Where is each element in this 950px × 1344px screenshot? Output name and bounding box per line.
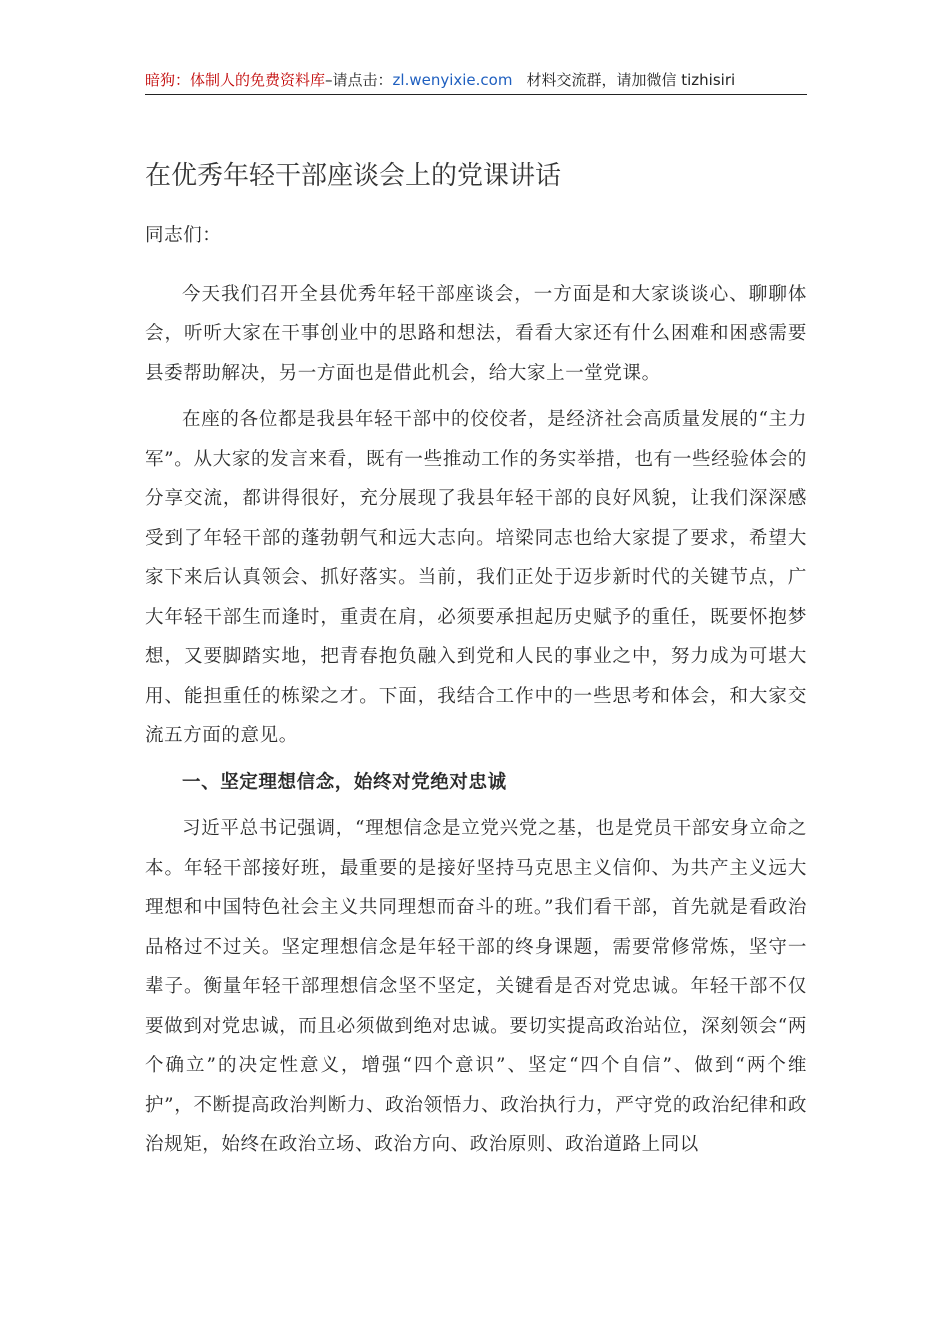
page-header [145, 70, 807, 95]
paragraph-section-1: 习近平总书记强调，“理想信念是立党兴党之基，也是党员干部安身立命之本。年轻干部接好班，最重要的是接好坚持马克思主义信仰、为共产主义远大理想和中国特色社会主义共同理想而奋斗的班。”我们看干部，首先就是看政治品格过不过关。坚定理想信念是年轻干部的终身课题，需要常修常炼，坚守一辈子。衡量年轻干部理想信念坚不坚定，关键看是否对党忠诚。年轻干部不仅要做到对党忠诚，而且必须做到绝对忠诚。要切实提高政治站位，深刻领会“两个确立”的决定性意义，增强“四个意识”、坚定“四个自信”、做到“两个维护”，不断提高政治判断力、政治领悟力、政治执行力，严守党的政治纪律和政治规矩，始终在政治立场、政治方向、政治原则、政治道路上同以 [145, 818, 807, 1155]
header-site-name: 暗狗：体制人的免费资料库 [145, 71, 326, 89]
section-heading-1: 一、坚定理想信念，始终对党绝对忠诚 [182, 771, 507, 793]
greeting: 同志们： [145, 225, 222, 246]
document-body [145, 216, 807, 1172]
header-link[interactable]: zl.wenyixie.com [392, 71, 513, 89]
paragraph-context: 在座的各位都是我县年轻干部中的佼佼者，是经济社会高质量发展的“主力军”。从大家的发言来看，既有一些推动工作的务实举措，也有一些经验体会的分享交流，都讲得很好，充分展现了我县年轻干部的良好风貌，让我们深深感受到了年轻干部的蓬勃朝气和远大志向。培梁同志也给大家提了要求，希望大家下来后认真领会、抓好落实。当前，我们正处于迈步新时代的关键节点，广大年轻干部生而逢时，重责在肩，必须要承担起历史赋予的重任，既要怀抱梦想，又要脚踏实地，把青春抱负融入到党和人民的事业之中，努力成为可堪大用、能担重任的栋梁之才。下面，我结合工作中的一些思考和体会，和大家交流五方面的意见。 [145, 409, 807, 746]
document-title: 在优秀年轻干部座谈会上的党课讲话 [145, 161, 562, 191]
header-click-prompt: –请点击： [325, 71, 393, 89]
header-wechat-note: 材料交流群，请加微信 tizhisiri [526, 71, 736, 89]
paragraph-intro: 今天我们召开全县优秀年轻干部座谈会，一方面是和大家谈谈心、聊聊体会，听听大家在干事创业中的思路和想法，看看大家还有什么困难和困惑需要县委帮助解决，另一方面也是借此机会，给大家上一堂党课。 [145, 283, 807, 384]
